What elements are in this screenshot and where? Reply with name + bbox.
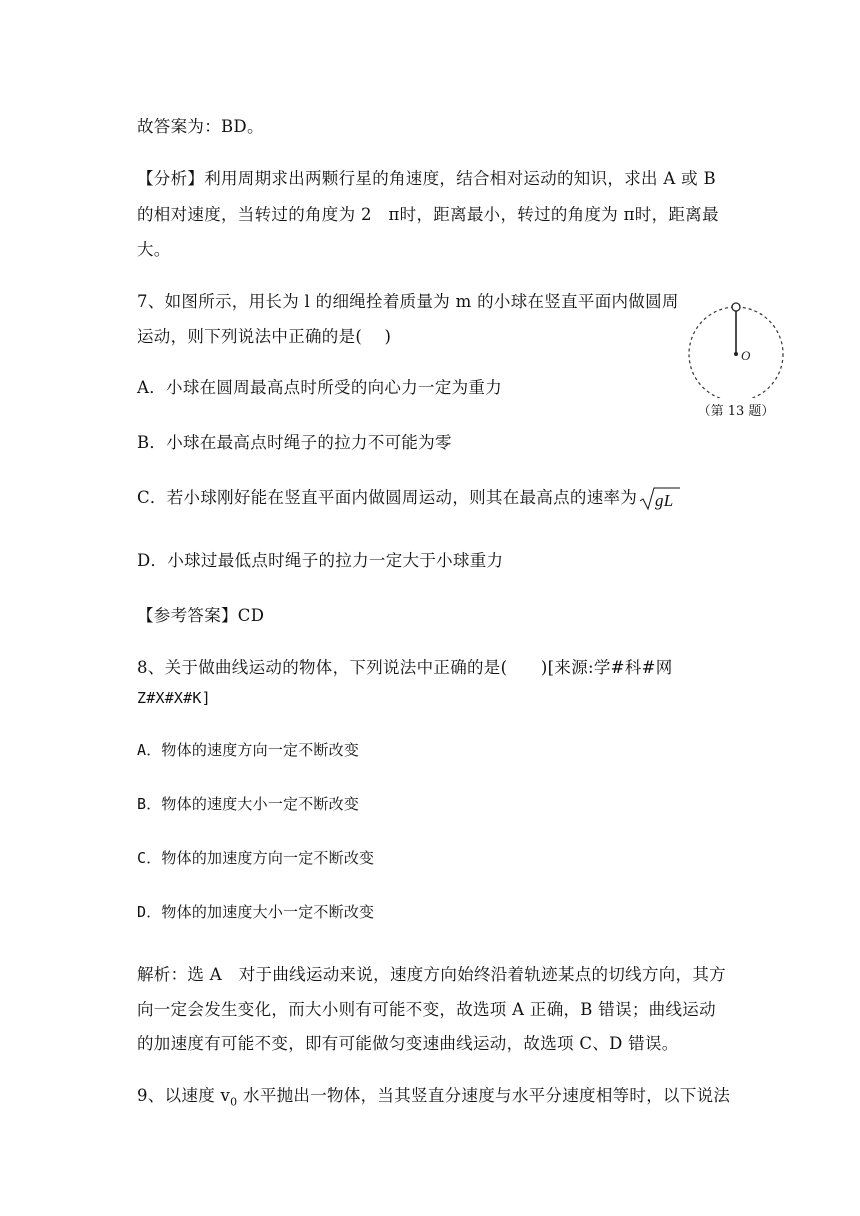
center-point [734,352,738,356]
svg-text:gL: gL [655,490,674,510]
center-label: O [741,348,751,363]
q8-explain-line-3: 的加速度有可能不变，即有可能做匀变速曲线运动，故选项 C、D 错误。 [137,1034,679,1053]
q8-option-b: B．物体的速度大小一定不断改变 [137,795,360,813]
q7-stem-line-1: 7、如图所示，用长为 l 的细绳拴着质量为 m 的小球在竖直平面内做圆周 [137,292,679,311]
analysis-line-2: 的相对速度，当转过的角度为 2 π时，距离最小，转过的角度为 π时，距离最 [137,205,719,224]
sqrt-formula [639,486,681,512]
q9-subscript: 0 [230,1095,238,1109]
q7-answer: 【参考答案】CD [137,606,265,625]
q9-stem [137,1082,730,1108]
q8-option-c: C．物体的加速度方向一定不断改变 [137,849,375,867]
q7-option-c-text: C．若小球刚好能在竖直平面内做圆周运动，则其在最高点的速率为 [137,488,638,507]
q7-option-d: D．小球过最低点时绳子的拉力一定大于小球重力 [137,551,504,570]
q7-option-a: A．小球在圆周最高点时所受的向心力一定为重力 [137,378,503,397]
figure-caption: （第 13 题） [697,404,775,419]
q7-figure [684,298,788,422]
q8-stem-line-1: 8、关于做曲线运动的物体，下列说法中正确的是( )[来源:学#科#网 [137,658,673,677]
analysis-line-1: 【分析】利用周期求出两颗行星的角速度，结合相对运动的知识，求出 A 或 B [137,169,716,188]
ball [732,303,740,311]
q7-option-c [137,484,681,512]
q9-stem-rest: 水平抛出一物体，当其竖直分速度与水平分速度相等时，以下说法 [237,1086,731,1105]
q9-stem-prefix: 9、以速度 v [137,1086,231,1105]
q8-option-a: A．物体的速度方向一定不断改变 [137,741,360,759]
circular-motion-diagram [684,298,788,398]
q8-option-d: D．物体的加速度大小一定不断改变 [137,903,375,921]
answer-line: 故答案为：BD。 [137,117,264,136]
q8-explain-line-2: 向一定会发生变化，而大小则有可能不变，故选项 A 正确，B 错误；曲线运动 [137,1000,716,1019]
q7-option-b: B．小球在最高点时绳子的拉力不可能为零 [137,433,452,452]
q7-stem-line-2: 运动，则下列说法中正确的是( ) [137,327,392,346]
q8-stem-line-2: Z#X#X#K] [137,689,211,707]
q8-explain-line-1: 解析：选 A 对于曲线运动来说，速度方向始终沿着轨迹某点的切线方向，其方 [137,965,726,984]
analysis-line-3: 大。 [137,240,171,259]
